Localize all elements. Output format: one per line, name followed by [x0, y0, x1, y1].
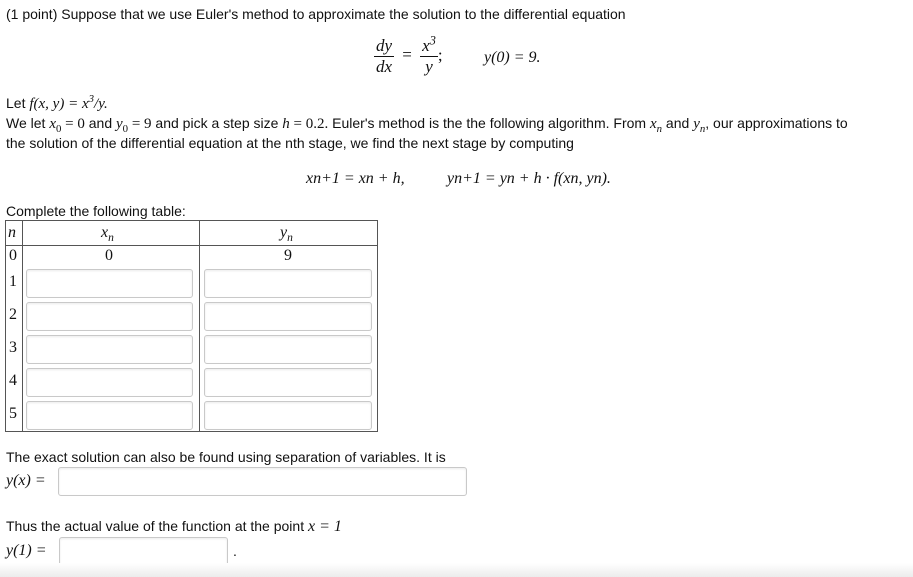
y3-input[interactable]	[204, 335, 372, 364]
x-update-formula: xn+1 = xn + h,	[306, 170, 405, 187]
yn-sub: n	[699, 123, 706, 135]
y0-symbol: y	[116, 116, 123, 132]
xn-symbol: x	[649, 116, 657, 132]
trailing-period: .	[233, 543, 237, 559]
header-x-sub: n	[108, 232, 114, 245]
x0-symbol: x	[49, 116, 56, 132]
header-n: n	[8, 224, 16, 241]
row1-n: 1	[9, 273, 17, 290]
yn-symbol: y	[693, 116, 700, 132]
f-exponent: 3	[88, 93, 95, 105]
ode-separator: ;	[437, 45, 443, 65]
x4-input[interactable]	[26, 368, 193, 397]
setup-text-5: and	[662, 115, 694, 131]
table-caption: Complete the following table:	[6, 203, 186, 219]
y-update-formula: yn+1 = yn + h · f(xn, yn).	[447, 170, 611, 187]
y5-input[interactable]	[204, 401, 372, 430]
header-y: y	[280, 224, 288, 241]
setup-text-6: , our approximations to	[705, 115, 848, 131]
xn-sub: n	[656, 123, 663, 135]
y4-input[interactable]	[204, 368, 372, 397]
ode-display: $\frac{dy}{dx}$ = $\frac{x^3}{y}$ ;	[376, 33, 443, 76]
row4-n: 4	[9, 372, 17, 389]
initial-condition: y(0) = 9.	[484, 49, 541, 66]
setup-text-4: Euler's method is the the following algorithm. From	[328, 115, 650, 131]
x5-input[interactable]	[26, 401, 193, 430]
yx-label: y(x) =	[6, 472, 46, 489]
actual-value-input[interactable]	[59, 537, 228, 566]
row3-n: 3	[9, 339, 17, 356]
exact-solution-input[interactable]	[58, 467, 467, 496]
h-value: = 0.2.	[289, 116, 329, 132]
header-yn	[280, 224, 293, 245]
row0-n: 0	[9, 247, 17, 264]
let-prefix: Let	[6, 95, 30, 111]
table-header-rule	[6, 245, 377, 246]
x-exponent: 3	[429, 33, 436, 48]
header-xn	[101, 224, 114, 245]
x1-input[interactable]	[26, 269, 193, 298]
actual-value-prefix: Thus the actual value of the function at the point	[6, 518, 308, 534]
x0-sub: 0	[55, 123, 62, 135]
setup-line-2: the solution of the differential equation at the nth stage, we find the next stage by computing	[6, 135, 574, 151]
x0-value: = 0	[61, 116, 85, 132]
header-y-sub: n	[287, 232, 293, 245]
x2-input[interactable]	[26, 302, 193, 331]
table-divider-x	[199, 221, 200, 431]
dy-dx-fraction	[374, 36, 394, 77]
x3-input[interactable]	[26, 335, 193, 364]
setup-text-3: and pick a step size	[151, 115, 283, 131]
euler-table	[5, 220, 378, 432]
x-equals-1: x = 1	[307, 518, 342, 535]
header-x: x	[101, 224, 109, 241]
setup-line-1	[6, 115, 848, 133]
y1-label: y(1) =	[6, 542, 47, 559]
dy: dy	[376, 36, 393, 55]
dx: dx	[376, 57, 393, 76]
f-definition: f(x, y) = x	[29, 96, 89, 112]
exact-solution-text: The exact solution can also be found using separation of variables. It is	[6, 449, 446, 465]
f-suffix: /y.	[94, 96, 108, 112]
h-symbol: h	[282, 116, 290, 132]
y0-value: = 9	[128, 116, 152, 132]
table-divider-n	[22, 221, 23, 431]
let-function-line	[6, 95, 108, 113]
setup-text-2: and	[84, 115, 116, 131]
actual-value-text	[6, 518, 342, 536]
x-base: x	[422, 36, 430, 55]
page-bottom-shade	[0, 563, 913, 577]
y0-sub: 0	[122, 123, 129, 135]
y-den: y	[425, 57, 433, 76]
setup-text-1: We let	[6, 115, 50, 131]
row5-n: 5	[9, 405, 17, 422]
y1-input[interactable]	[204, 269, 372, 298]
x3-over-y-fraction	[420, 33, 438, 77]
row0-x: 0	[105, 247, 113, 264]
y2-input[interactable]	[204, 302, 372, 331]
row2-n: 2	[9, 306, 17, 323]
row0-y: 9	[284, 247, 292, 264]
problem-intro: (1 point) Suppose that we use Euler's method to approximate the solution to the differential equation	[6, 6, 626, 22]
